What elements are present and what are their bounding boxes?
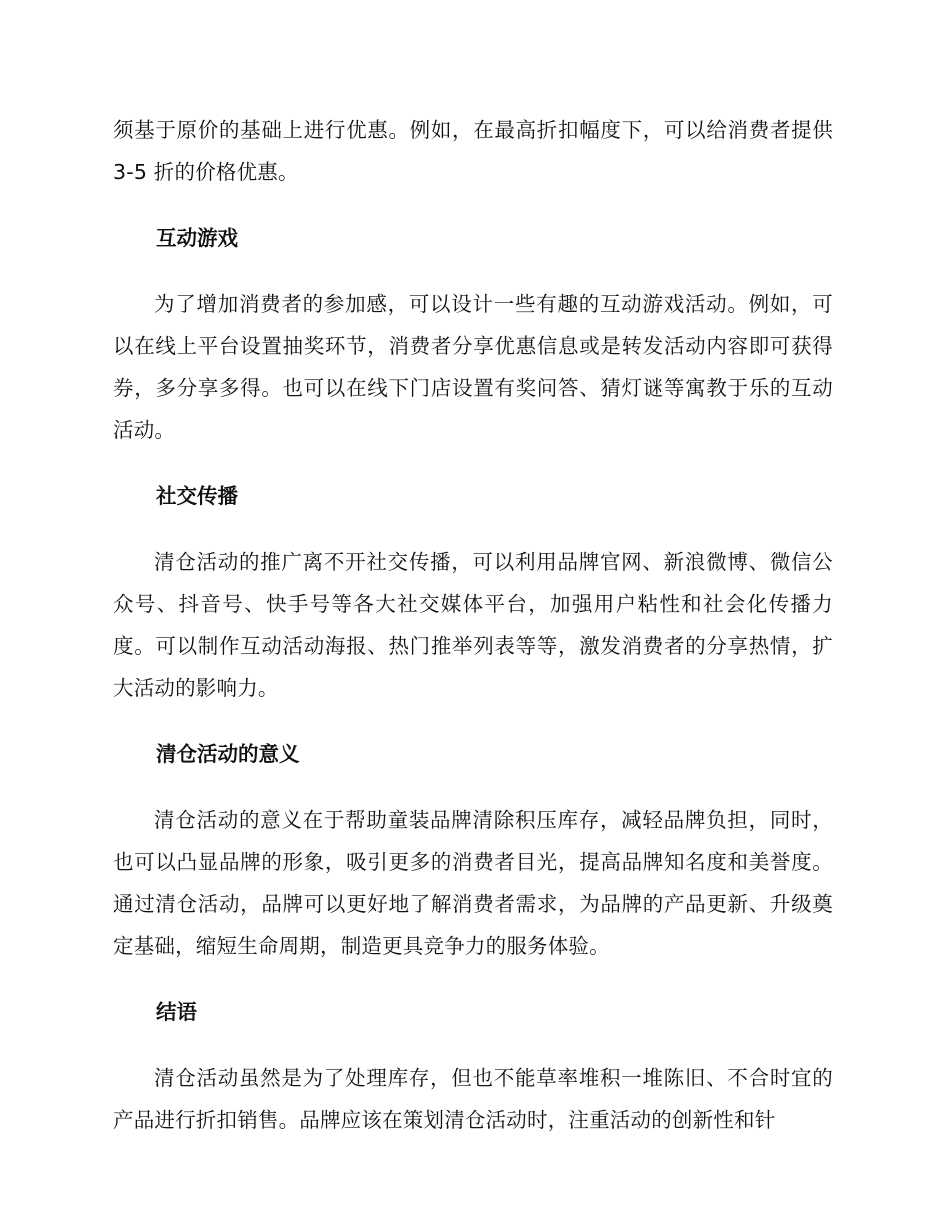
paragraph-clearance-significance: 清仓活动的意义在于帮助童装品牌清除积压库存，减轻品牌负担，同时，也可以凸显品牌的形象，吸引更多的消费者目光，提高品牌知名度和美誉度。通过清仓活动，品牌可以更好地了解消费者需求，为品牌的产品更新、升级奠定基础，缩短生命周期，制造更具竞争力的服务体验。 <box>113 808 833 958</box>
paragraph-discount-continued: 须基于原价的基础上进行优惠。例如，在最高折扣幅度下，可以给消费者提供 3-5 折的价格优惠。 <box>113 118 833 184</box>
paragraph-social-spread: 清仓活动的推广离不开社交传播，可以利用品牌官网、新浪微博、微信公众号、抖音号、快手号等各大社交媒体平台，加强用户粘性和社会化传播力度。可以制作互动活动海报、热门推举列表等等，激发消费者的分享热情，扩大活动的影响力。 <box>113 550 833 700</box>
paragraph-conclusion: 清仓活动虽然是为了处理库存，但也不能草率堆积一堆陈旧、不合时宜的产品进行折扣销售。品牌应该在策划清仓活动时，注重活动的创新性和针 <box>113 1066 833 1132</box>
heading-conclusion: 结语 <box>156 1000 197 1024</box>
heading-clearance-significance: 清仓活动的意义 <box>156 742 300 766</box>
document-body <box>113 109 833 1165</box>
heading-social-spread: 社交传播 <box>156 484 238 508</box>
paragraph-interactive-games: 为了增加消费者的参加感，可以设计一些有趣的互动游戏活动。例如，可以在线上平台设置抽奖环节，消费者分享优惠信息或是转发活动内容即可获得券，多分享多得。也可以在线下门店设置有奖问答、猜灯谜等寓教于乐的互动活动。 <box>113 292 833 442</box>
heading-interactive-games: 互动游戏 <box>156 226 238 250</box>
